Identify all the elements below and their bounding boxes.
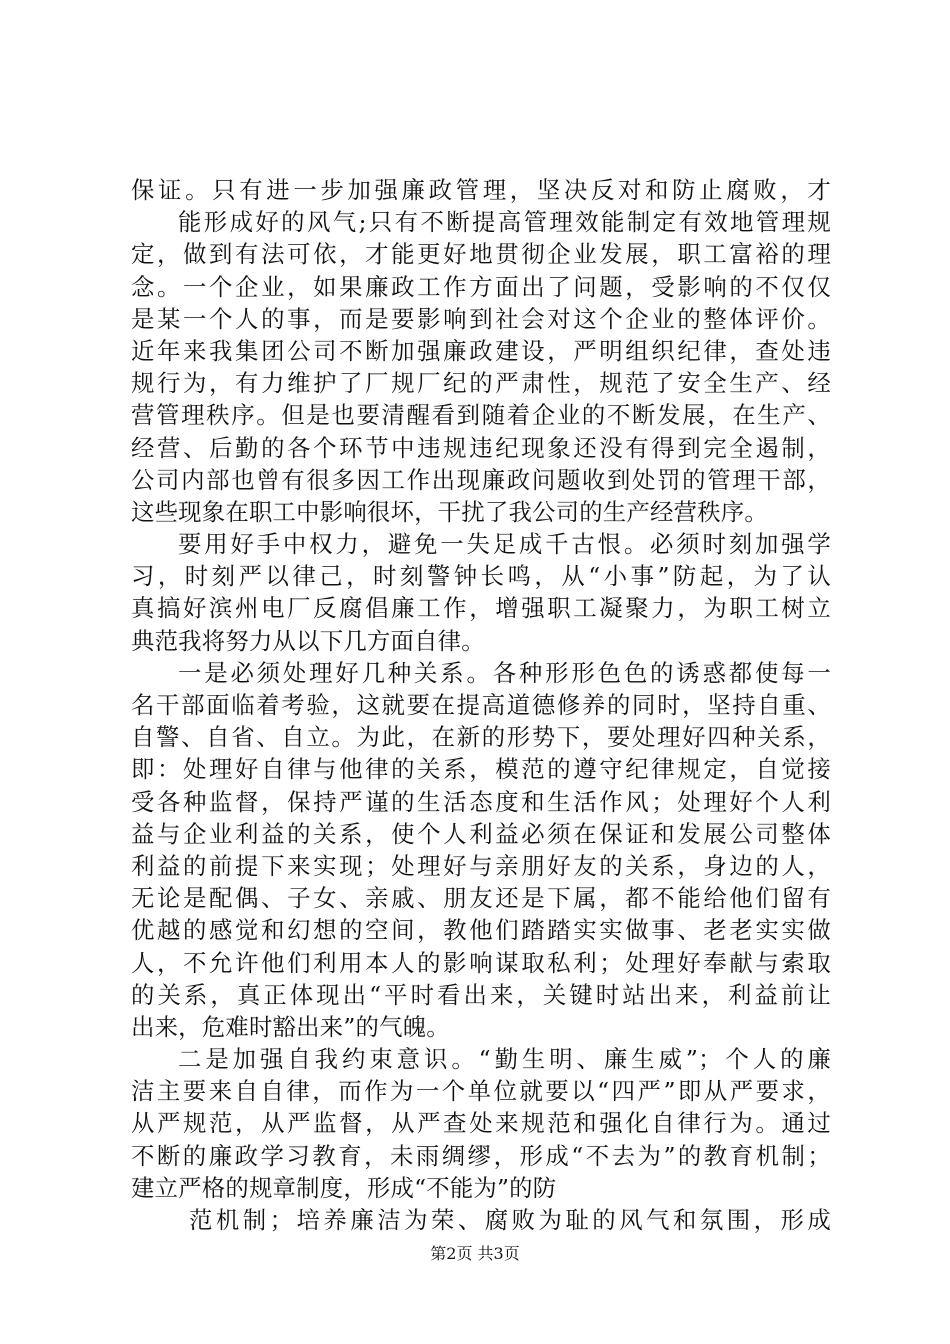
text-line: 典范我将努力从以下几方面自律。	[131, 626, 485, 655]
text-line: 营管理秩序。但是也要清醒看到随着企业的不断发展，在生产、	[131, 401, 831, 430]
text-line: 二是加强自我约束意识。“勤生明、廉生威”；个人的廉	[178, 1045, 831, 1074]
text-line: 要用好手中权力，避免一失足成千古恨。必须时刻加强学	[178, 530, 831, 559]
text-line: 自警、自省、自立。为此，在新的形势下，要处理好四种关系，	[131, 723, 831, 752]
text-line: 无论是配偶、子女、亲戚、朋友还是下属，都不能给他们留有	[131, 884, 831, 913]
text-line: 规行为，有力维护了厂规厂纪的严肃性，规范了安全生产、经	[131, 369, 831, 398]
text-line: 念。一个企业，如果廉政工作方面出了问题，受影响的不仅仅	[131, 272, 831, 301]
text-line: 范机制；培养廉洁为荣、腐败为耻的风气和氛围，形成	[189, 1206, 831, 1234]
text-line: 名干部面临着考验，这就要在提高道德修养的同时，坚持自重、	[131, 691, 831, 719]
text-line: 益与企业利益的关系，使个人利益必须在保证和发展公司整体	[131, 819, 831, 848]
page-footer: 第2页 共3页	[430, 1244, 520, 1263]
text-line: 习，时刻严以律己，时刻警钟长鸣，从“小事”防起，为了认	[131, 562, 831, 591]
text-line: 公司内部也曾有很多因工作出现廉政问题收到处罚的管理干部，	[131, 465, 831, 494]
text-line: 这些现象在职工中影响很坏，干扰了我公司的生产经营秩序。	[131, 497, 768, 526]
text-line: 一是必须处理好几种关系。各种形形色色的诱惑都使每一	[178, 658, 831, 687]
text-line: 利益的前提下来实现；处理好与亲朋好友的关系，身边的人，	[131, 851, 831, 880]
text-line: 的关系，真正体现出“平时看出来，关键时站出来，利益前让	[131, 980, 831, 1009]
text-line: 能形成好的风气;只有不断提高管理效能制定有效地管理规	[178, 208, 831, 237]
text-line: 经营、后勤的各个环节中违规违纪现象还没有得到完全遏制，	[131, 433, 831, 462]
text-line: 建立严格的规章制度，形成“不能为”的防	[131, 1173, 557, 1202]
text-line: 真搞好滨州电厂反腐倡廉工作，增强职工凝聚力，为职工树立	[131, 594, 831, 623]
text-line: 人，不允许他们利用本人的影响谋取私利；处理好奉献与索取	[131, 948, 831, 977]
text-line: 受各种监督，保持严谨的生活态度和生活作风；处理好个人利	[131, 787, 831, 816]
document-body	[131, 174, 831, 1236]
text-line: 保证。只有进一步加强廉政管理，坚决反对和防止腐败，才	[131, 176, 831, 204]
text-line: 即：处理好自律与他律的关系，模范的遵守纪律规定，自觉接	[131, 755, 831, 784]
text-line: 定，做到有法可依，才能更好地贯彻企业发展，职工富裕的理	[131, 240, 831, 269]
text-line: 优越的感觉和幻想的空间，教他们踏踏实实做事、老老实实做	[131, 916, 831, 945]
text-line: 洁主要来自自律，而作为一个单位就要以“四严”即从严要求，	[131, 1077, 831, 1106]
text-line: 出来，危难时豁出来”的气魄。	[131, 1012, 450, 1041]
text-line: 是某一个人的事，而是要影响到社会对这个企业的整体评价。	[131, 304, 831, 333]
text-line: 近年来我集团公司不断加强廉政建设，严明组织纪律，查处违	[131, 336, 831, 365]
text-line: 不断的廉政学习教育，未雨绸缪，形成“不去为”的教育机制；	[131, 1141, 831, 1170]
text-line: 从严规范，从严监督，从严查处来规范和强化自律行为。通过	[131, 1109, 831, 1138]
